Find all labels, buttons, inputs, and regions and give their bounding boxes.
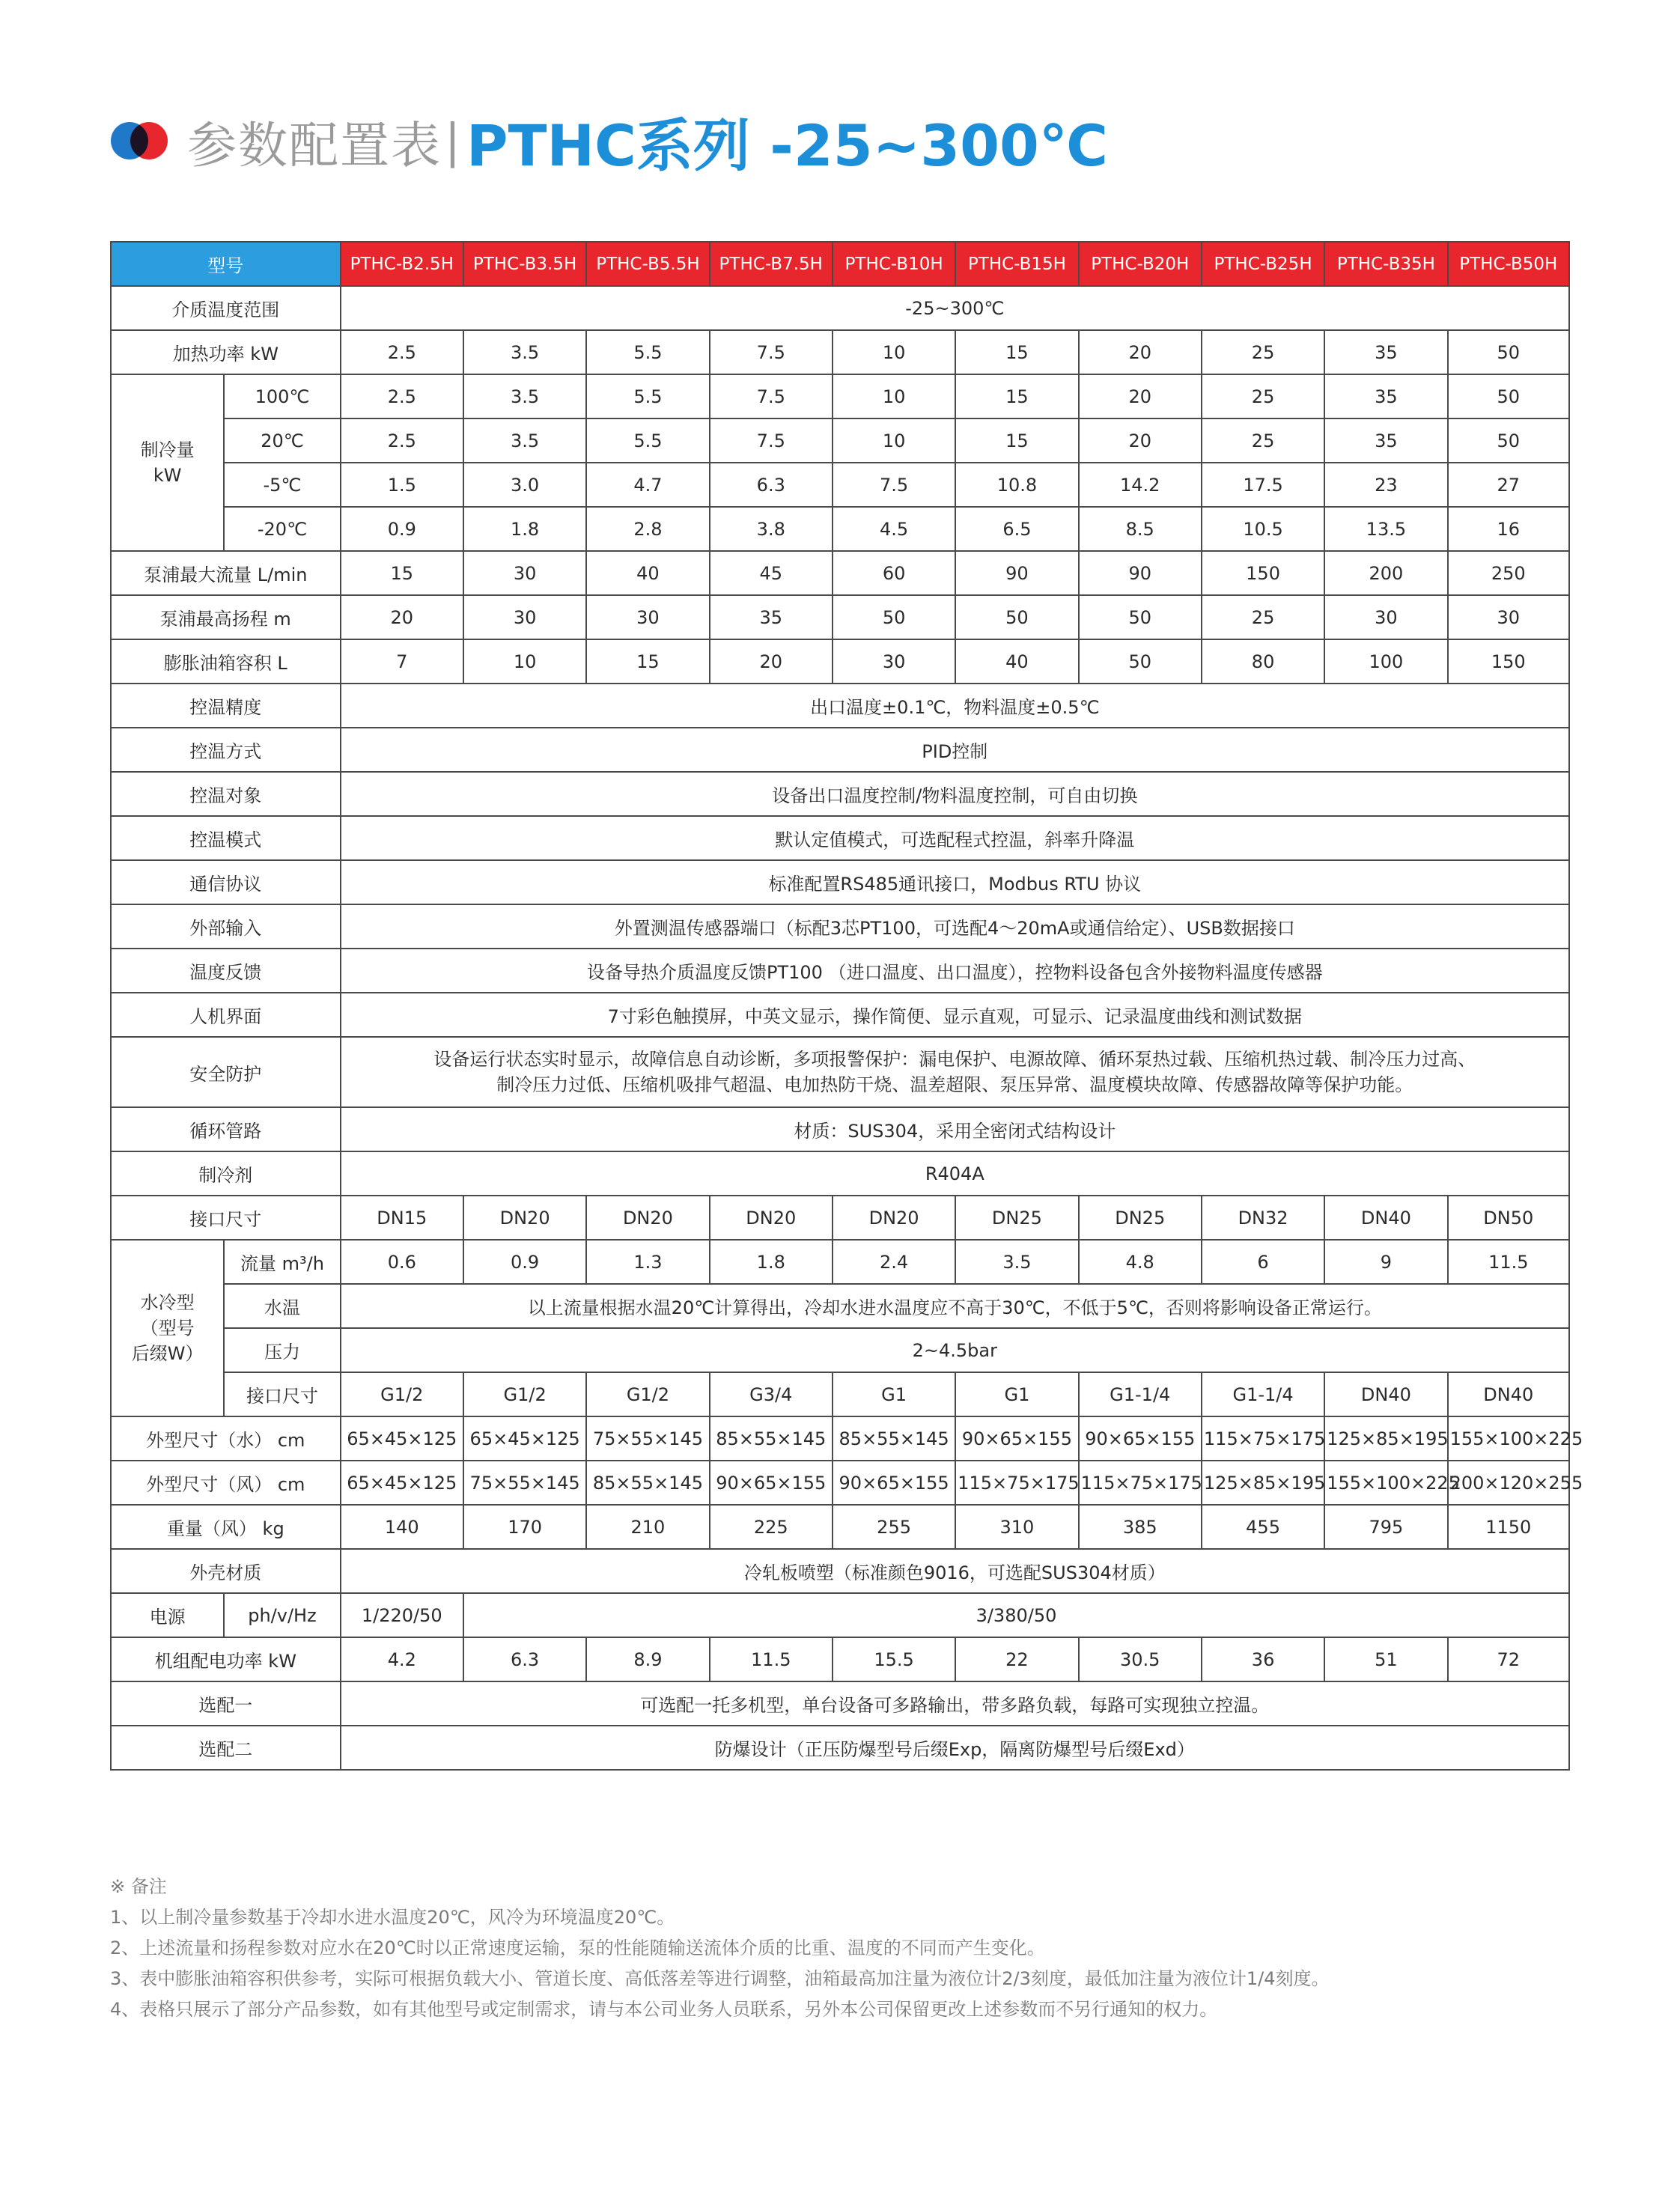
value-cell: 27: [1448, 463, 1569, 507]
value-cell: 115×75×175: [1202, 1416, 1324, 1461]
row-label: 控温模式: [111, 816, 341, 860]
row-label: 外部输入: [111, 904, 341, 949]
value-cell: 50: [1448, 374, 1569, 418]
value-cell: 385: [1079, 1505, 1202, 1549]
value-cell: 85×55×145: [833, 1416, 955, 1461]
value-cell: 35: [710, 595, 833, 639]
value-cell: 30: [463, 551, 586, 595]
water-flow-label: 流量 m³/h: [224, 1240, 340, 1284]
option2-row: [111, 1726, 1569, 1770]
value-cell: 35: [1324, 330, 1447, 374]
value-cell: 5.5: [586, 330, 709, 374]
model-name-cell: PTHC-B20H: [1079, 242, 1202, 286]
span-value-cell: -25~300℃: [341, 286, 1569, 330]
value-cell: 4.7: [586, 463, 709, 507]
note-item: 2、上述流量和扬程参数对应水在20℃时以正常速度运输，泵的性能随输送流体介质的比重、温度的不同而产生变化。: [110, 1937, 1045, 1958]
model-name-cell: PTHC-B10H: [833, 242, 955, 286]
row-label: 制冷剂: [111, 1151, 341, 1196]
cooling-temp-label: 20℃: [224, 418, 340, 463]
value-cell: 50: [955, 595, 1078, 639]
value-cell: 90×65×155: [955, 1416, 1078, 1461]
power-label: 电源: [111, 1593, 224, 1637]
value-cell: DN25: [1079, 1196, 1202, 1240]
value-cell: 170: [463, 1505, 586, 1549]
refrigerant-row: [111, 1151, 1569, 1196]
value-cell: 65×45×125: [341, 1461, 463, 1505]
option1-row: [111, 1681, 1569, 1726]
row-label: 泵浦最大流量 L/min: [111, 551, 341, 595]
value-cell: 9: [1324, 1240, 1447, 1284]
logo-icon: [111, 121, 171, 161]
value-cell: 36: [1202, 1637, 1324, 1681]
value-cell: 25: [1202, 595, 1324, 639]
value-cell: 30: [463, 595, 586, 639]
value-cell: G1-1/4: [1079, 1372, 1202, 1416]
value-cell: 6.3: [463, 1637, 586, 1681]
value-cell: DN20: [833, 1196, 955, 1240]
unit-power-row: [111, 1637, 1569, 1681]
power-unit-label: ph/v/Hz: [224, 1593, 340, 1637]
value-cell: 75×55×145: [586, 1416, 709, 1461]
row-label: 控温对象: [111, 772, 341, 816]
notes: [110, 1872, 1330, 2025]
title-separator: |: [445, 113, 460, 168]
value-cell: 5.5: [586, 374, 709, 418]
value-cell: 15: [341, 551, 463, 595]
value-cell: 20: [1079, 418, 1202, 463]
port-size-row: [111, 1196, 1569, 1240]
value-cell: G1: [833, 1372, 955, 1416]
medium-range-row: [111, 286, 1569, 330]
span-value-cell: 以上流量根据水温20℃计算得出，冷却水进水温度应不高于30℃，不低于5℃，否则将影响设备正常运行。: [341, 1284, 1569, 1328]
title-series: PTHC系列 -25~300℃: [466, 112, 1108, 179]
value-cell: 10: [833, 418, 955, 463]
note-item: 3、表中膨胀油箱容积供参考，实际可根据负载大小、管道长度、高低落差等进行调整，油箱最高加注量为液位计2/3刻度，最低加注量为液位计1/4刻度。: [110, 1968, 1330, 1989]
value-cell: 85×55×145: [586, 1461, 709, 1505]
title-main: 参数配置表: [187, 116, 442, 174]
value-cell: 20: [1079, 330, 1202, 374]
value-cell: 4.5: [833, 507, 955, 551]
value-cell: 795: [1324, 1505, 1447, 1549]
water-pressure-label: 压力: [224, 1328, 340, 1372]
value-cell: 15: [586, 639, 709, 684]
value-cell: 3.5: [955, 1240, 1078, 1284]
value-cell: 85×55×145: [710, 1416, 833, 1461]
value-cell: 20: [710, 639, 833, 684]
value-cell: 1/220/50: [341, 1593, 463, 1637]
value-cell: 20: [1079, 374, 1202, 418]
row-label: 控温方式: [111, 728, 341, 772]
row-label: 接口尺寸: [111, 1196, 341, 1240]
value-cell: 1.5: [341, 463, 463, 507]
row-label: 加热功率 kW: [111, 330, 341, 374]
value-cell: G1-1/4: [1202, 1372, 1324, 1416]
value-cell: 23: [1324, 463, 1447, 507]
span-value-cell: 外置测温传感器端口（标配3芯PT100，可选配4～20mA或通信给定）、USB数据接口: [341, 904, 1569, 949]
weight-row: [111, 1505, 1569, 1549]
value-cell: G1/2: [463, 1372, 586, 1416]
value-cell: 100: [1324, 639, 1447, 684]
value-cell: 3.5: [463, 418, 586, 463]
value-cell: 7.5: [833, 463, 955, 507]
row-label: 循环管路: [111, 1107, 341, 1151]
cooling-label: 制冷量 kW: [111, 374, 224, 551]
pipeline-row: [111, 1107, 1569, 1151]
value-cell: 150: [1202, 551, 1324, 595]
cooling-temp-label: -5℃: [224, 463, 340, 507]
water-cooled-label: [111, 1240, 224, 1416]
value-cell: 140: [341, 1505, 463, 1549]
row-label: 人机界面: [111, 993, 341, 1037]
row-label: 膨胀油箱容积 L: [111, 639, 341, 684]
cooling-row: [111, 463, 1569, 507]
value-cell: 30: [1448, 595, 1569, 639]
row-label: 介质温度范围: [111, 286, 341, 330]
value-cell: 25: [1202, 418, 1324, 463]
water-flow-row: [111, 1240, 1569, 1284]
cooling-temp-label: 100℃: [224, 374, 340, 418]
water-pressure-row: [111, 1328, 1569, 1372]
model-name-cell: PTHC-B2.5H: [341, 242, 463, 286]
value-cell: 30: [1324, 595, 1447, 639]
pump-flow-row: [111, 551, 1569, 595]
pump-head-row: [111, 595, 1569, 639]
span-row: [111, 993, 1569, 1037]
value-cell: 6.3: [710, 463, 833, 507]
value-cell: 255: [833, 1505, 955, 1549]
value-cell: 90×65×155: [710, 1461, 833, 1505]
header-row: [111, 242, 1569, 286]
span-row: [111, 860, 1569, 904]
value-cell: 14.2: [1079, 463, 1202, 507]
value-cell: 115×75×175: [1079, 1461, 1202, 1505]
span-value-cell: 3/380/50: [463, 1593, 1569, 1637]
span-value-cell: 设备导热介质温度反馈PT100 （进口温度、出口温度），控物料设备包含外接物料温度传感器: [341, 949, 1569, 993]
value-cell: 8.9: [586, 1637, 709, 1681]
span-row: [111, 684, 1569, 728]
value-cell: DN40: [1448, 1372, 1569, 1416]
value-cell: DN50: [1448, 1196, 1569, 1240]
cooling-row: [111, 418, 1569, 463]
row-label: 外型尺寸（风） cm: [111, 1461, 341, 1505]
value-cell: 7: [341, 639, 463, 684]
span-value-cell: 出口温度±0.1℃，物料温度±0.5℃: [341, 684, 1569, 728]
value-cell: 90: [955, 551, 1078, 595]
value-cell: 1.8: [463, 507, 586, 551]
value-cell: 22: [955, 1637, 1078, 1681]
value-cell: 155×100×225: [1324, 1461, 1447, 1505]
value-cell: 7.5: [710, 374, 833, 418]
value-cell: 115×75×175: [955, 1461, 1078, 1505]
expansion-row: [111, 639, 1569, 684]
value-cell: 0.6: [341, 1240, 463, 1284]
water-port-label: 接口尺寸: [224, 1372, 340, 1416]
value-cell: 90: [1079, 551, 1202, 595]
value-cell: 35: [1324, 374, 1447, 418]
value-cell: 30: [586, 595, 709, 639]
value-cell: 2.5: [341, 330, 463, 374]
value-cell: 125×85×195: [1324, 1416, 1447, 1461]
value-cell: DN20: [463, 1196, 586, 1240]
value-cell: 72: [1448, 1637, 1569, 1681]
value-cell: 75×55×145: [463, 1461, 586, 1505]
water-label-line: （型号: [140, 1318, 195, 1339]
safety-line-1: 设备运行状态实时显示，故障信息自动诊断，多项报警保护：漏电保护、电源故障、循环泵热过载、压缩机热过载、制冷压力过高、: [433, 1049, 1476, 1070]
value-cell: 15: [955, 374, 1078, 418]
value-cell: DN40: [1324, 1196, 1447, 1240]
span-row: [111, 949, 1569, 993]
span-value-cell: 冷轧板喷塑（标准颜色9016，可选配SUS304材质）: [341, 1549, 1569, 1593]
value-cell: 2.5: [341, 374, 463, 418]
row-label: 通信协议: [111, 860, 341, 904]
value-cell: G1/2: [341, 1372, 463, 1416]
value-cell: DN15: [341, 1196, 463, 1240]
value-cell: 2.8: [586, 507, 709, 551]
value-cell: 20: [341, 595, 463, 639]
model-name-cell: PTHC-B50H: [1448, 242, 1569, 286]
model-name-cell: PTHC-B25H: [1202, 242, 1324, 286]
safety-row: [111, 1037, 1569, 1107]
value-cell: 40: [955, 639, 1078, 684]
value-cell: 2.5: [341, 418, 463, 463]
value-cell: 16: [1448, 507, 1569, 551]
model-name-cell: PTHC-B3.5H: [463, 242, 586, 286]
value-cell: 50: [1079, 595, 1202, 639]
value-cell: 1.3: [586, 1240, 709, 1284]
value-cell: 15.5: [833, 1637, 955, 1681]
span-row: [111, 904, 1569, 949]
value-cell: 4.8: [1079, 1240, 1202, 1284]
span-value-cell: PID控制: [341, 728, 1569, 772]
value-cell: DN40: [1324, 1372, 1447, 1416]
value-cell: 3.8: [710, 507, 833, 551]
value-cell: 5.5: [586, 418, 709, 463]
size-air-row: [111, 1461, 1569, 1505]
value-cell: 7.5: [710, 418, 833, 463]
shell-row: [111, 1549, 1569, 1593]
value-cell: 45: [710, 551, 833, 595]
value-cell: 50: [1448, 330, 1569, 374]
value-cell: 13.5: [1324, 507, 1447, 551]
power-row: [111, 1593, 1569, 1637]
value-cell: 25: [1202, 374, 1324, 418]
value-cell: 1.8: [710, 1240, 833, 1284]
size-water-row: [111, 1416, 1569, 1461]
value-cell: 40: [586, 551, 709, 595]
value-cell: 7.5: [710, 330, 833, 374]
value-cell: 1150: [1448, 1505, 1569, 1549]
value-cell: 3.5: [463, 330, 586, 374]
value-cell: 60: [833, 551, 955, 595]
value-cell: 155×100×225: [1448, 1416, 1569, 1461]
value-cell: 4.2: [341, 1637, 463, 1681]
value-cell: 17.5: [1202, 463, 1324, 507]
row-label: 控温精度: [111, 684, 341, 728]
heating-power-row: [111, 330, 1569, 374]
value-cell: 65×45×125: [463, 1416, 586, 1461]
value-cell: 30: [833, 639, 955, 684]
value-cell: DN20: [710, 1196, 833, 1240]
span-value-cell: R404A: [341, 1151, 1569, 1196]
value-cell: 225: [710, 1505, 833, 1549]
span-row: [111, 772, 1569, 816]
water-label-line: 后缀W）: [131, 1343, 204, 1364]
value-cell: 15: [955, 418, 1078, 463]
row-label: 安全防护: [111, 1037, 341, 1107]
value-cell: 8.5: [1079, 507, 1202, 551]
span-value-cell: 防爆设计（正压防爆型号后缀Exp，隔离防爆型号后缀Exd）: [341, 1726, 1569, 1770]
safety-line-2: 制冷压力过低、压缩机吸排气超温、电加热防干烧、温差超限、泵压异常、温度模块故障、传感器故障等保护功能。: [496, 1074, 1413, 1095]
value-cell: 25: [1202, 330, 1324, 374]
cooling-row: [111, 374, 1569, 418]
span-value-cell: 7寸彩色触摸屏，中英文显示，操作简便、显示直观，可显示、记录温度曲线和测试数据: [341, 993, 1569, 1037]
notes-title: ※ 备注: [110, 1876, 167, 1897]
span-value-cell: 材质：SUS304，采用全密闭式结构设计: [341, 1107, 1569, 1151]
value-cell: 50: [1079, 639, 1202, 684]
span-value-cell: 设备出口温度控制/物料温度控制，可自由切换: [341, 772, 1569, 816]
value-cell: 6.5: [955, 507, 1078, 551]
value-cell: 50: [1448, 418, 1569, 463]
value-cell: 455: [1202, 1505, 1324, 1549]
value-cell: 90×65×155: [1079, 1416, 1202, 1461]
value-cell: 30.5: [1079, 1637, 1202, 1681]
water-temp-label: 水温: [224, 1284, 340, 1328]
cooling-temp-label: -20℃: [224, 507, 340, 551]
value-cell: DN20: [586, 1196, 709, 1240]
value-cell: 80: [1202, 639, 1324, 684]
value-cell: 6: [1202, 1240, 1324, 1284]
value-cell: 35: [1324, 418, 1447, 463]
value-cell: 10: [833, 374, 955, 418]
model-name-cell: PTHC-B5.5H: [586, 242, 709, 286]
value-cell: 90×65×155: [833, 1461, 955, 1505]
value-cell: G1: [955, 1372, 1078, 1416]
value-cell: 3.0: [463, 463, 586, 507]
value-cell: DN32: [1202, 1196, 1324, 1240]
value-cell: 15: [955, 330, 1078, 374]
value-cell: 10: [463, 639, 586, 684]
note-item: 4、表格只展示了部分产品参数，如有其他型号或定制需求，请与本公司业务人员联系，另外本公司保留更改上述参数而不另行通知的权力。: [110, 1999, 1218, 2020]
note-item: 1、以上制冷量参数基于冷却水进水温度20℃，风冷为环境温度20℃。: [110, 1907, 675, 1928]
row-label: 温度反馈: [111, 949, 341, 993]
value-cell: 65×45×125: [341, 1416, 463, 1461]
safety-value-cell: [341, 1037, 1569, 1107]
value-cell: 200×120×255: [1448, 1461, 1569, 1505]
row-label: 选配二: [111, 1726, 341, 1770]
span-value-cell: 2~4.5bar: [341, 1328, 1569, 1372]
row-label: 机组配电功率 kW: [111, 1637, 341, 1681]
row-label: 泵浦最高扬程 m: [111, 595, 341, 639]
value-cell: DN25: [955, 1196, 1078, 1240]
row-label: 外壳材质: [111, 1549, 341, 1593]
span-value-cell: 可选配一托多机型，单台设备可多路输出，带多路负载，每路可实现独立控温。: [341, 1681, 1569, 1726]
value-cell: 200: [1324, 551, 1447, 595]
value-cell: 0.9: [341, 507, 463, 551]
value-cell: G1/2: [586, 1372, 709, 1416]
value-cell: 2.4: [833, 1240, 955, 1284]
value-cell: 3.5: [463, 374, 586, 418]
model-name-cell: PTHC-B35H: [1324, 242, 1447, 286]
value-cell: 50: [833, 595, 955, 639]
value-cell: 125×85×195: [1202, 1461, 1324, 1505]
span-row: [111, 816, 1569, 860]
page-header: [111, 111, 1108, 179]
value-cell: 0.9: [463, 1240, 586, 1284]
model-header-cell: 型号: [111, 242, 341, 286]
value-cell: 10.5: [1202, 507, 1324, 551]
span-value-cell: 默认定值模式，可选配程式控温，斜率升降温: [341, 816, 1569, 860]
value-cell: G3/4: [710, 1372, 833, 1416]
span-value-cell: 标准配置RS485通讯接口，Modbus RTU 协议: [341, 860, 1569, 904]
water-port-row: [111, 1372, 1569, 1416]
water-temp-row: [111, 1284, 1569, 1328]
row-label: 重量（风） kg: [111, 1505, 341, 1549]
value-cell: 310: [955, 1505, 1078, 1549]
model-name-cell: PTHC-B7.5H: [710, 242, 833, 286]
value-cell: 11.5: [1448, 1240, 1569, 1284]
value-cell: 150: [1448, 639, 1569, 684]
value-cell: 210: [586, 1505, 709, 1549]
span-row: [111, 728, 1569, 772]
row-label: 外型尺寸（水） cm: [111, 1416, 341, 1461]
spec-table: [110, 241, 1583, 1771]
value-cell: 10: [833, 330, 955, 374]
value-cell: 51: [1324, 1637, 1447, 1681]
cooling-row: [111, 507, 1569, 551]
water-label-line: 水冷型: [140, 1292, 195, 1313]
value-cell: 10.8: [955, 463, 1078, 507]
row-label: 选配一: [111, 1681, 341, 1726]
value-cell: 250: [1448, 551, 1569, 595]
model-name-cell: PTHC-B15H: [955, 242, 1078, 286]
value-cell: 11.5: [710, 1637, 833, 1681]
